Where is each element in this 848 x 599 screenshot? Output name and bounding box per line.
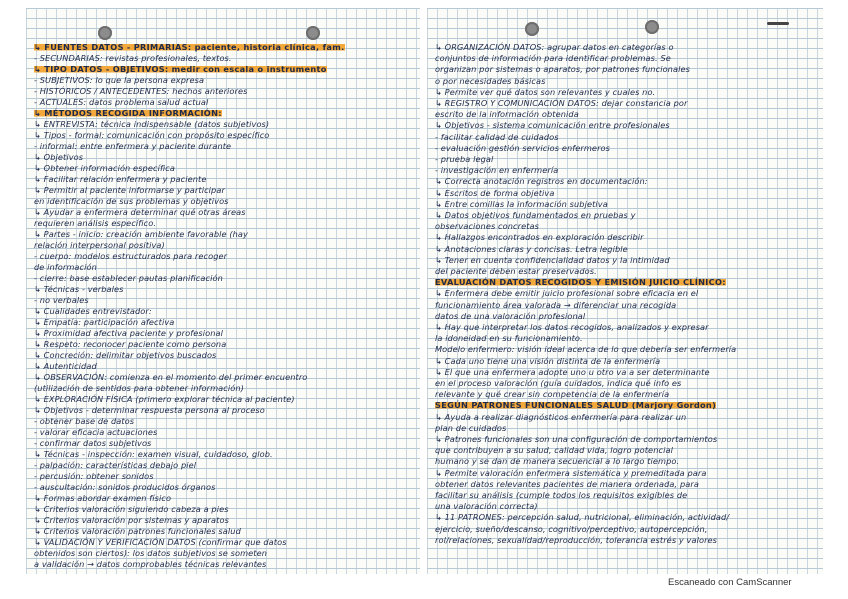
note-line: rol/relaciones, sexualidad/reproducción, tolerancia estrés y valores <box>435 534 718 545</box>
note-line: ↳ Tipos - formal: comunicación con propósito específico <box>34 130 270 140</box>
note-line: ↳ Entre comillas la información subjetiva <box>435 198 608 209</box>
note-line: ↳ Escritos de forma objetiva <box>435 187 555 198</box>
note-line: a validación → datos comprobables técnicas relevantes <box>34 559 267 569</box>
note-line: observaciones concretas <box>435 221 540 232</box>
note-line: EVALUACIÓN DATOS RECOGIDOS Y EMISIÓN JUICIO CLÍNICO: <box>435 277 726 288</box>
note-line: en el proceso valoración (guía cuidados, indica qué info es <box>435 378 682 388</box>
note-line: (utilización de sentidos para obtener información) <box>34 383 244 393</box>
note-line: ↳ Proximidad afectiva paciente y profesional <box>34 328 223 338</box>
note-line: relevante y qué crear sin competencia de la enfermería <box>435 389 670 400</box>
note-line: - ACTUALES: datos problema salud actual <box>34 97 209 107</box>
note-line: ↳ Hay que interpretar los datos recogidos, analizados y expresar <box>435 322 709 332</box>
note-line: - SUBJETIVOS: lo que la persona expresa <box>34 75 205 85</box>
note-line: ↳ El que una enfermera adopte uno u otro va a ser determinante <box>435 366 710 377</box>
note-line: - percusión: obtener sonidos <box>34 471 154 481</box>
note-line: ↳ 11 PATRONES: percepción salud, nutricional, eliminación, actividad/ <box>435 512 730 523</box>
note-line: ejercicio, sueño/descanso, cognitivo/perceptivo, autopercepción, <box>435 523 708 534</box>
note-line: ↳ Objetivos <box>34 152 84 162</box>
note-line: ↳ REGISTRO Y COMUNICACIÓN DATOS: dejar constancia por <box>435 98 688 108</box>
note-line: ↳ Criterios valoración por sistemas y aparatos <box>34 515 229 525</box>
note-line: obtenidos son ciertos): los datos subjetivos se someten <box>34 548 268 558</box>
page-tab-mark <box>767 22 789 25</box>
note-line: requieren análisis específico. <box>34 218 157 228</box>
note-line: ↳ Concreción: delimitar objetivos buscados <box>34 350 217 360</box>
note-line: - evaluación gestión servicios enfermeros <box>435 142 611 153</box>
note-line: ↳ Anotaciones claras y concisas. Letra legible <box>435 243 628 254</box>
note-line: - no verbales <box>34 295 89 305</box>
note-line: ↳ Facilitar relación enfermera y paciente <box>34 174 207 184</box>
note-line: facilitar su análisis (cumple todos los requisitos exigibles de <box>435 490 688 500</box>
note-line: una valoración correcta) <box>435 501 538 512</box>
note-line: ↳ Obtener información específica <box>34 163 176 173</box>
note-line: la idoneidad en su funcionamiento. <box>435 333 583 344</box>
note-line: plan de cuidados <box>435 422 507 433</box>
note-line: humano y se dan de manera secuencial a lo largo tiempo. <box>435 456 680 467</box>
note-line: ↳ Autenticidad <box>34 361 97 371</box>
note-line: del paciente deben estar preservados. <box>435 266 597 276</box>
note-line: ↳ Objetivos - sistema comunicación entre profesionales <box>435 120 670 131</box>
note-line: ↳ OBSERVACIÓN: comienza en el momento del primer encuentro <box>34 372 308 382</box>
left-page-text <box>34 42 416 574</box>
note-line: escrito de la información obtenida <box>435 109 579 120</box>
note-line: ↳ EXPLORACIÓN FÍSICA (primero explorar técnica al paciente) <box>34 394 295 404</box>
note-line: ↳ Cualidades entrevistador: <box>34 306 152 316</box>
note-line: ↳ Tener en cuenta confidencialidad datos y la intimidad <box>435 254 670 265</box>
note-line: que contribuyen a su salud, calidad vida, logro potencial <box>435 445 673 456</box>
note-line: ↳ Ayudar a enfermera determinar qué otras áreas <box>34 207 246 217</box>
binder-hole <box>525 22 539 36</box>
note-line: - informal: entre enfermera y paciente durante <box>34 141 232 151</box>
note-line: ↳ Datos objetivos fundamentados en pruebas y <box>435 210 636 220</box>
note-line: ↳ Criterios valoración siguiendo cabeza a pies <box>34 504 229 514</box>
note-line: - SECUNDARIAS: revistas profesionales, textos. <box>34 53 232 63</box>
note-line: ↳ Partes - inicio: creación ambiente favorable (hay <box>34 229 248 239</box>
note-line: en identificación de sus problemas y objetivos <box>34 196 229 206</box>
note-line: ↳ Enfermera debe emitir juicio profesional sobre eficacia en el <box>435 288 699 299</box>
note-line: ↳ FUENTES DATOS - PRIMARIAS: paciente, historia clínica, fam. <box>34 42 345 52</box>
note-line: ↳ ORGANIZACIÓN DATOS: agrupar datos en categorías o <box>435 42 674 52</box>
note-line: - investigación en enfermería <box>435 165 559 176</box>
note-line: ↳ Técnicas - inspección: examen visual, cuidadoso, glob. <box>34 449 273 459</box>
note-line: - cierre: base establecer pautas planificación <box>34 273 223 283</box>
left-notebook-page <box>26 8 420 574</box>
note-line: ↳ Técnicas - verbales <box>34 284 124 294</box>
note-line: ↳ Correcta anotación registros en documentación: <box>435 176 648 187</box>
note-line: ↳ Formas abordar examen físico <box>34 493 172 503</box>
note-line: ↳ Ayuda a realizar diagnósticos enfermería para realizar un <box>435 411 687 422</box>
note-line: Modelo enfermero: visión ideal acerca de lo que debería ser enfermería <box>435 344 737 355</box>
note-line: datos de una valoración profesional <box>435 310 586 321</box>
note-line: ↳ VALIDACIÓN Y VERIFICACIÓN DATOS (confirmar que datos <box>34 537 287 547</box>
note-line: - HISTÓRICOS / ANTECEDENTES: hechos anteriores <box>34 86 248 96</box>
scanner-watermark: Escaneado con CamScanner <box>668 577 792 588</box>
note-line: obtener datos relevantes pacientes de manera ordenada, para <box>435 478 699 489</box>
note-line: ↳ Hallazgos encontrados en exploración describir <box>435 232 644 243</box>
binder-hole <box>98 26 112 40</box>
note-line: ↳ Permite valoración enfermera sistemática y premeditada para <box>435 467 707 478</box>
note-line: - prueba legal <box>435 154 494 164</box>
note-line: conjuntos de información para identificar problemas. Se <box>435 53 671 64</box>
note-line: - obtener base de datos <box>34 416 135 426</box>
note-line: - cuerpo: modelos estructurados para recoger <box>34 251 228 261</box>
note-line: ↳ Respeto: reconocer paciente como persona <box>34 339 227 349</box>
note-line: - facilitar calidad de cuidados <box>435 131 559 142</box>
note-line: ↳ Patrones funcionales son una configuración de comportamientos <box>435 434 718 444</box>
note-line: organizan por sistemas o aparatos, por patrones funcionales <box>435 64 690 75</box>
note-line: ↳ ENTREVISTA: técnica indispensable (datos subjetivos) <box>34 119 270 129</box>
binder-hole <box>306 26 320 40</box>
binder-hole <box>645 20 659 34</box>
note-line: ↳ TIPO DATOS - OBJETIVOS: medir con escala o instrumento <box>34 64 327 74</box>
note-line: de información <box>34 262 97 272</box>
note-line: relación interpersonal positiva) <box>34 240 165 250</box>
note-line: - confirmar datos subjetivos <box>34 438 152 448</box>
note-line: SEGÚN PATRONES FUNCIONALES SALUD (Marjory Gordon) <box>435 400 717 411</box>
note-line: funcionamiento área valorada → diferenciar una recogida <box>435 299 677 310</box>
right-notebook-page <box>427 8 823 574</box>
note-line: ↳ Permitir al paciente informarse y participar <box>34 185 225 195</box>
note-line: - valorar eficacia actuaciones <box>34 427 158 437</box>
note-line: ↳ Permite ver qué datos son relevantes y cuales no. <box>435 86 656 97</box>
note-line: o por necesidades básicas <box>435 75 546 86</box>
note-line: - auscultación: sonidos producidos órganos <box>34 482 216 492</box>
note-line: ↳ MÉTODOS RECOGIDA INFORMACIÓN: <box>34 108 222 118</box>
note-line: ↳ Objetivos - determinar respuesta persona al proceso <box>34 405 265 415</box>
note-line: - palpación: características debajo piel <box>34 460 197 470</box>
note-line: ↳ Empatía: participación afectiva <box>34 317 175 327</box>
right-page-text <box>435 42 819 574</box>
note-line: ↳ Criterios valoración patrones funcionales salud <box>34 526 241 536</box>
note-line: ↳ Cada uno tiene una visión distinta de la enfermería <box>435 355 661 366</box>
